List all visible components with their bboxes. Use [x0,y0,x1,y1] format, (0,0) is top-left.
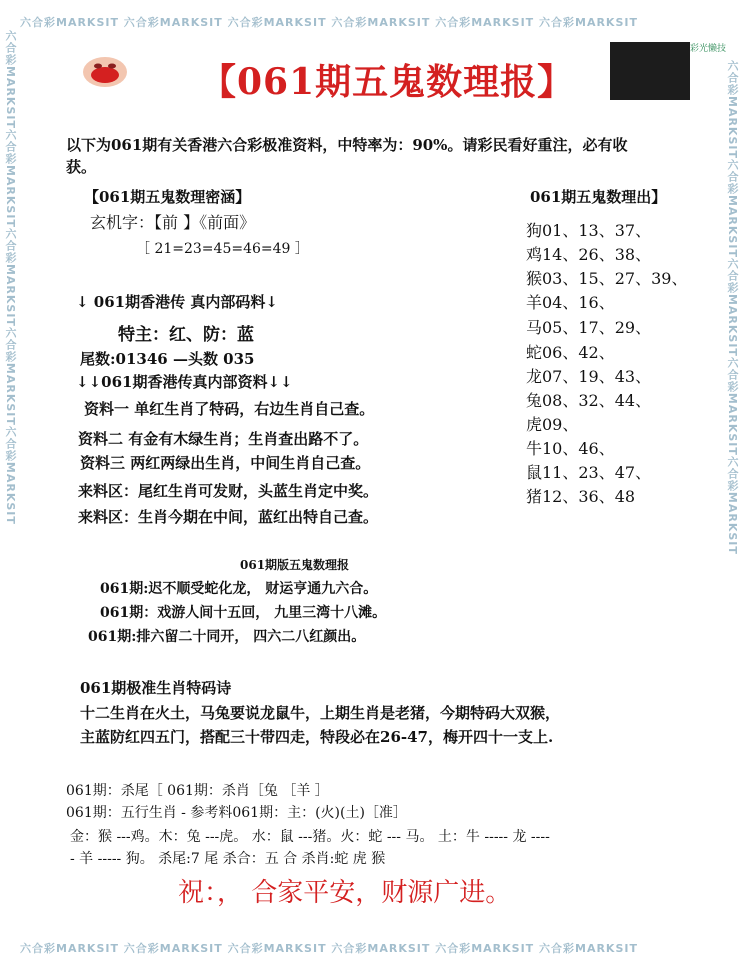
insider2-item-4: 来料区：尾红生肖可发财，头蓝生肖定中奖。 [78,482,379,500]
watermark-right: 六合彩MARKSIT六合彩MARKSIT六合彩MARKSIT六合彩MARKSIT六合彩MARKSIT [726,60,739,555]
zodiac-item: 兔08、32、44、 [526,391,652,410]
bottom-line-1: 061期：杀尾［ 061期：杀肖［兔 ［羊 ］ [66,783,329,799]
qr-code [610,42,690,100]
insider2-heading: ↓↓061期香港传真内部资料↓↓ [76,373,293,391]
insider2-item-5: 来料区：生肖今期在中间，蓝红出特自己查。 [78,508,379,526]
poem1-line-3: 061期:排六留二十同开， 四六二八红颜出。 [88,629,366,645]
zodiac-item: 龙07、19、43、 [526,367,652,386]
insider2-item-2: 资料二 有金有木绿生肖；生肖查出路不了。 [78,430,369,448]
zodiac-item: 蛇06、42、 [526,343,615,362]
zodiac-item: 鸡14、26、38、 [526,245,652,264]
bottom-line-2: 061期：五行生肖 - 参考料061期：主：(火)(土)［准］ [66,805,407,821]
insider-heading: ↓ 061期香港传 真内部码料↓ [76,293,278,311]
weishu-text: 尾数:01346 —头数 035 [80,350,255,368]
watermark-top: 六合彩MARKSIT 六合彩MARKSIT 六合彩MARKSIT 六合彩MARKSIT 六合彩MARKSIT 六合彩MARKSIT [20,16,638,29]
page-title: 【061期五鬼数理报】 [200,61,575,103]
blessing-text: 祝：， 合家平安，财源广进。 [178,878,512,908]
zodiac-item: 羊04、16、 [526,293,615,312]
qr-caption: 彩光懒技 [690,44,727,54]
mascot-face-icon [80,55,130,89]
zodiac-item: 猴03、15、27、39、 [526,269,688,288]
insider2-item-3: 资料三 两红两绿出生肖，中间生肖自己查。 [80,454,371,472]
secret-heading: 【061期五鬼数理密涵】 [84,188,251,206]
poem1-line-2: 061期：戏游人间十五回， 九里三湾十八滩。 [100,605,387,621]
poem2-line-2: 主蓝防红四五门，搭配三十带四走，特段必在26-47，梅开四十一支上. [80,728,554,746]
secret-numbers: ［ 21=23=45=46=49 ］ [136,241,309,257]
zodiac-heading: 061期五鬼数理出】 [530,188,667,206]
bottom-line-3: 金：猴 ---鸡。木：兔 ---虎。 水：鼠 ---猪。火：蛇 --- 马。 土：牛 ----- 龙 ---- [70,829,550,845]
zodiac-item: 狗01、13、37、 [526,221,652,240]
poem1-line-1: 061期:迟不顺受蛇化龙， 财运亨通九六合。 [100,581,378,597]
bottom-line-4: - 羊 ----- 狗。 杀尾:7 尾 杀合：五 合 杀肖:蛇 虎 猴 [70,851,386,867]
poem1-heading: 061期版五鬼数理报 [240,558,350,572]
xuanji-text: 玄机字：【前 】《前面》 [90,213,256,232]
zodiac-item: 猪12、36、48 [526,487,636,506]
tezhu-text: 特主：红、防：蓝 [118,325,254,345]
poem2-heading: 061期极准生肖特码诗 [80,679,232,697]
intro-line-1: 以下为061期有关香港六合彩极准资料，中特率为：90%。请彩民看好重注，必有收 [66,136,628,154]
zodiac-item: 牛10、46、 [526,439,615,458]
intro-line-2: 获。 [66,158,97,176]
insider2-item-1: 资料一 单红生肖了特码，右边生肖自己查。 [84,400,375,418]
poem2-line-1: 十二生肖在火土，马兔要说龙鼠牛，上期生肖是老猪，今期特码大双猴， [80,704,561,722]
watermark-bottom: 六合彩MARKSIT 六合彩MARKSIT 六合彩MARKSIT 六合彩MARKSIT 六合彩MARKSIT 六合彩MARKSIT [20,942,638,955]
watermark-left: 六合彩MARKSIT六合彩MARKSIT六合彩MARKSIT六合彩MARKSIT六合彩MARKSIT [4,30,17,525]
zodiac-item: 虎09、 [526,415,579,434]
zodiac-item: 鼠11、23、47、 [526,463,652,482]
zodiac-item: 马05、17、29、 [526,318,652,337]
